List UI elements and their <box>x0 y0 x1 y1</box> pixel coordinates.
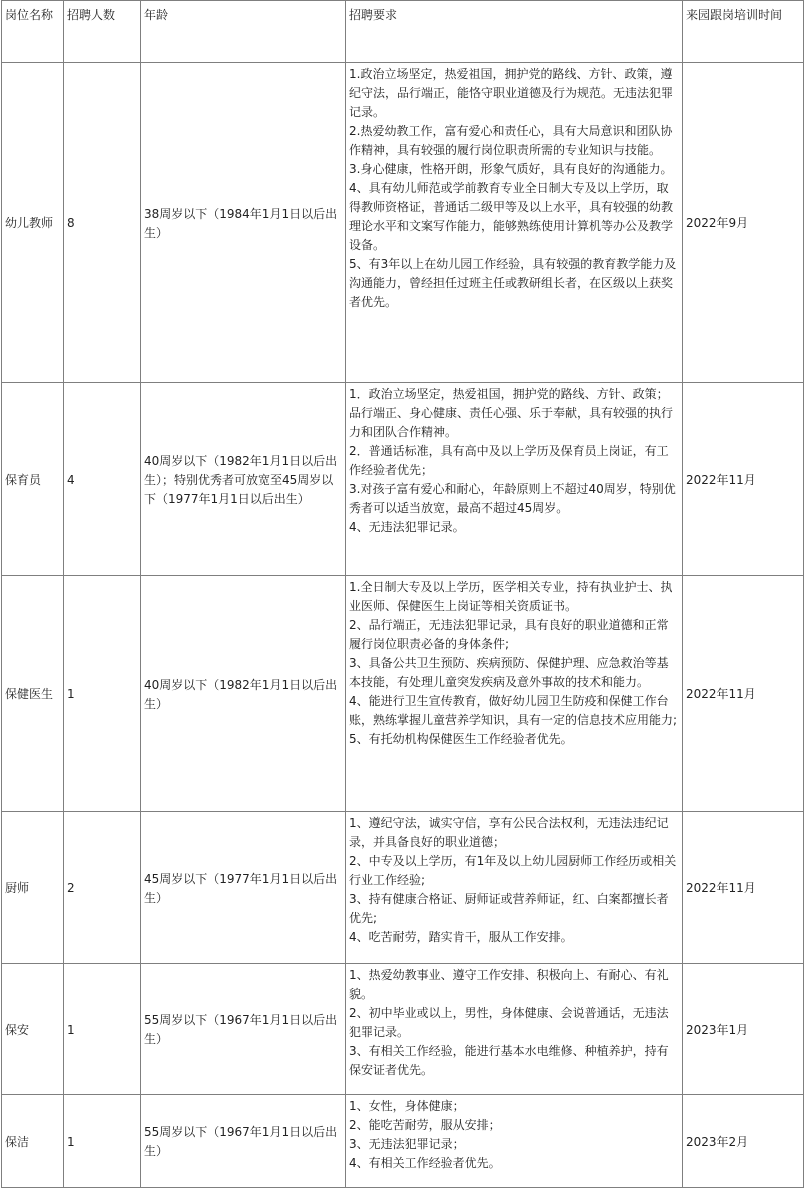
age-cell: 40周岁以下（1982年1月1日以后出生） <box>141 576 346 812</box>
table-row <box>2 812 804 964</box>
requirements-cell <box>346 812 683 964</box>
header-position: 岗位名称 <box>2 1 64 63</box>
requirement-item: 2、品行端正，无违法犯罪记录，具有良好的职业道德和正常履行岗位职责必备的身体条件; <box>349 618 669 651</box>
requirement-item: 4、具有幼儿师范或学前教育专业全日制大专及以上学历，取得教师资格证，普通话二级甲等及以上水平，具有较强的幼教理论水平和文案写作能力，能够熟练使用计算机等办公及教学设备。 <box>349 181 674 252</box>
age-cell: 55周岁以下（1967年1月1日以后出生） <box>141 964 346 1095</box>
requirement-item: 3.身心健康，性格开朗，形象气质好，具有良好的沟通能力。 <box>349 162 673 176</box>
age-cell: 45周岁以下（1977年1月1日以后出生） <box>141 812 346 964</box>
requirement-item: 3、有相关工作经验，能进行基本水电维修、种植养护，持有保安证者优先。 <box>349 1044 669 1077</box>
position-cell: 保洁 <box>2 1095 64 1188</box>
age-cell: 40周岁以下（1982年1月1日以后出生）；特别优秀者可放宽至45周岁以下（1977年1月1日以后出生） <box>141 383 346 576</box>
table-row <box>2 383 804 576</box>
requirement-item: 1．政治立场坚定，热爱祖国，拥护党的路线、方针、政策；品行端正、身心健康、责任心强、乐于奉献，具有较强的执行力和团队合作精神。 <box>349 387 674 439</box>
age-cell: 38周岁以下（1984年1月1日以后出生） <box>141 63 346 383</box>
requirement-item: 1、遵纪守法，诚实守信，享有公民合法权利，无违法违纪记录，并具备良好的职业道德； <box>349 816 669 849</box>
header-row <box>2 1 804 63</box>
requirement-item: 4、无违法犯罪记录。 <box>349 520 465 534</box>
requirements-cell <box>346 964 683 1095</box>
requirement-item: 5、有托幼机构保健医生工作经验者优先。 <box>349 732 573 746</box>
requirement-item: 3、持有健康合格证、厨师证或营养师证，红、白案都擅长者优先; <box>349 892 669 925</box>
requirements-cell <box>346 576 683 812</box>
header-age: 年龄 <box>141 1 346 63</box>
table-row <box>2 576 804 812</box>
table-row <box>2 1095 804 1188</box>
requirement-item: 2．普通话标准，具有高中及以上学历及保育员上岗证，有工作经验者优先； <box>349 444 669 477</box>
count-cell: 1 <box>64 576 141 812</box>
requirement-item: 3.对孩子富有爱心和耐心，年龄原则上不超过40周岁，特别优秀者可以适当放宽，最高不超过45周岁。 <box>349 482 676 515</box>
header-count: 招聘人数 <box>64 1 141 63</box>
requirement-item: 4、吃苦耐劳，踏实肯干，服从工作安排。 <box>349 930 573 944</box>
requirement-item: 5、有3年以上在幼儿园工作经验，具有较强的教育教学能力及沟通能力，曾经担任过班主任或教研组长者，在区级以上获奖者优先。 <box>349 257 677 309</box>
count-cell: 8 <box>64 63 141 383</box>
position-cell: 厨师 <box>2 812 64 964</box>
training-cell: 2022年11月 <box>683 383 804 576</box>
requirements-cell <box>346 383 683 576</box>
position-cell: 保健医生 <box>2 576 64 812</box>
requirement-item: 2、中专及以上学历，有1年及以上幼儿园厨师工作经历或相关行业工作经验; <box>349 854 677 887</box>
training-cell: 2022年11月 <box>683 576 804 812</box>
requirement-item: 4、有相关工作经验者优先。 <box>349 1156 501 1170</box>
requirements-cell <box>346 63 683 383</box>
requirement-item: 1.全日制大专及以上学历，医学相关专业，持有执业护士、执业医师、保健医生上岗证等相关资质证书。 <box>349 580 673 613</box>
requirement-item: 1.政治立场坚定，热爱祖国，拥护党的路线、方针、政策，遵纪守法，品行端正，能恪守职业道德及行为规范。无违法犯罪记录。 <box>349 67 674 119</box>
header-training: 来园跟岗培训时间 <box>683 1 804 63</box>
table-row <box>2 63 804 383</box>
position-cell: 保安 <box>2 964 64 1095</box>
requirement-item: 4、能进行卫生宣传教育，做好幼儿园卫生防疫和保健工作台账，熟练掌握儿童营养学知识，具有一定的信息技术应用能力; <box>349 694 678 727</box>
header-requirements: 招聘要求 <box>346 1 683 63</box>
requirement-item: 2、初中毕业或以上，男性，身体健康、会说普通话，无违法犯罪记录。 <box>349 1006 669 1039</box>
requirement-item: 2.热爱幼教工作，富有爱心和责任心，具有大局意识和团队协作精神，具有较强的履行岗位职责所需的专业知识与技能。 <box>349 124 673 157</box>
count-cell: 4 <box>64 383 141 576</box>
requirement-item: 3、具备公共卫生预防、疾病预防、保健护理、应急救治等基本技能，有处理儿童突发疾病及意外事故的技术和能力。 <box>349 656 669 689</box>
position-cell: 保育员 <box>2 383 64 576</box>
requirement-item: 1、热爱幼教事业、遵守工作安排、积极向上、有耐心、有礼貌。 <box>349 968 669 1001</box>
count-cell: 1 <box>64 964 141 1095</box>
age-cell: 55周岁以下（1967年1月1日以后出生） <box>141 1095 346 1188</box>
recruitment-table <box>1 0 804 1188</box>
position-cell: 幼儿教师 <box>2 63 64 383</box>
table-row <box>2 964 804 1095</box>
requirement-item: 1、女性，身体健康； <box>349 1099 465 1113</box>
training-cell: 2023年1月 <box>683 964 804 1095</box>
training-cell: 2022年11月 <box>683 812 804 964</box>
count-cell: 1 <box>64 1095 141 1188</box>
requirement-item: 2、能吃苦耐劳，服从安排； <box>349 1118 501 1132</box>
requirement-item: 3、无违法犯罪记录； <box>349 1137 465 1151</box>
count-cell: 2 <box>64 812 141 964</box>
training-cell: 2022年9月 <box>683 63 804 383</box>
training-cell: 2023年2月 <box>683 1095 804 1188</box>
requirements-cell <box>346 1095 683 1188</box>
